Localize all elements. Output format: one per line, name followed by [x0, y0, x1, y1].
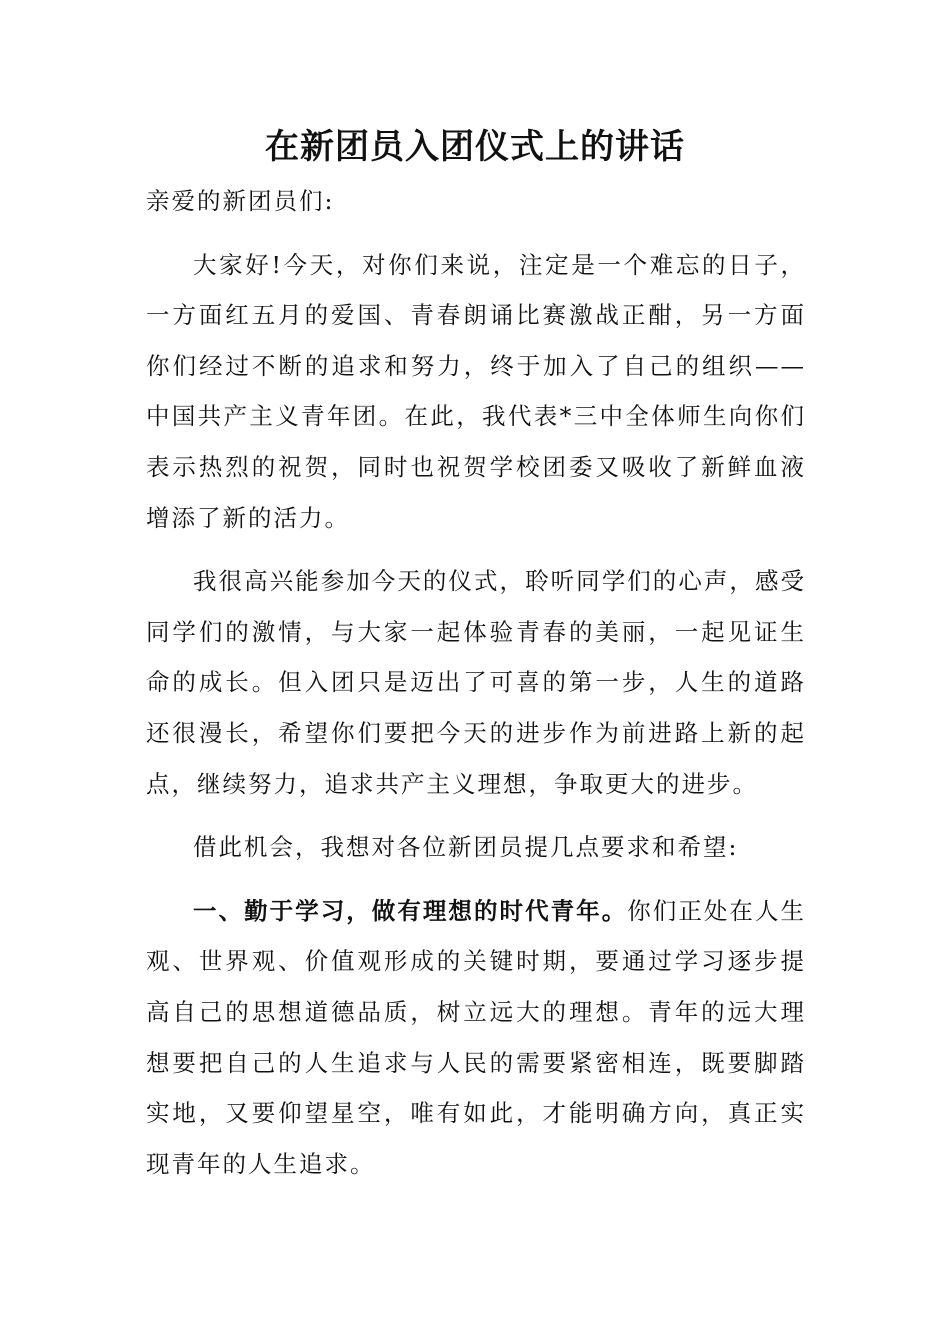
paragraph-requirement-1	[146, 886, 806, 1190]
paragraph-ceremony	[146, 556, 806, 809]
paragraph-text: 你们正处在人生观、世界观、价值观形成的关键时期，要通过学习逐步提高自己的思想道德品质，树立远大的理想。青年的远大理想要把自己的人生追求与人民的需要紧密相连，既要脚踏实地，又要仰望星空，唯有如此，才能明确方向，真正实现青年的人生追求。	[146, 896, 807, 1178]
document-title: 在新团员入团仪式上的讲话	[265, 127, 685, 167]
paragraph-greeting	[146, 240, 806, 544]
salutation: 亲爱的新团员们:	[146, 187, 335, 215]
paragraph-text: 大家好!今天，对你们来说，注定是一个难忘的日子，一方面红五月的爱国、青春朗诵比赛激战正酣，另一方面你们经过不断的追求和努力，终于加入了自己的组织——中国共产主义青年团。在此，我代表*三中全体师生向你们表示热烈的祝贺，同时也祝贺学校团委又吸收了新鲜血液增添了新的活力。	[146, 250, 806, 532]
paragraph-text: 借此机会，我想对各位新团员提几点要求和希望:	[193, 833, 739, 862]
paragraph-heading: 一、勤于学习，做有理想的时代青年。	[193, 896, 628, 925]
paragraph-text: 我很高兴能参加今天的仪式，聆听同学们的心声，感受同学们的激情，与大家一起体验青春的美丽，一起见证生命的成长。但入团只是迈出了可喜的第一步，人生的道路还很漫长，希望你们要把今天的进步作为前进路上新的起点，继续努力，追求共产主义理想，争取更大的进步。	[146, 567, 806, 798]
document-body	[146, 176, 806, 1202]
paragraph-requirements-intro	[146, 822, 806, 873]
